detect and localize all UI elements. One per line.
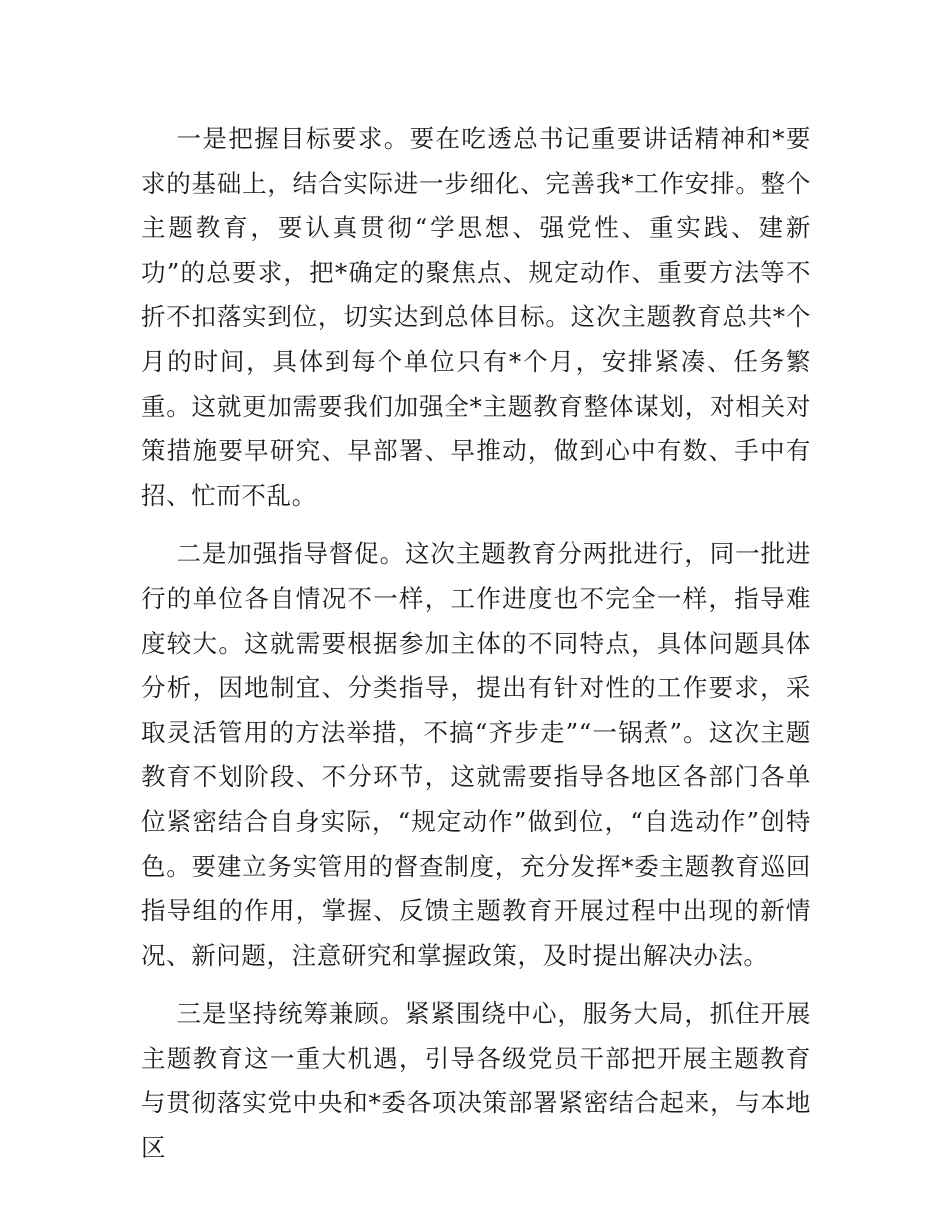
paragraph-2: 二是加强指导督促。这次主题教育分两批进行，同一批进行的单位各自情况不一样，工作进度也不完全一样，指导难度较大。这就需要根据参加主体的不同特点，具体问题具体分析，因地制宜、分类指导，提出有针对性的工作要求，采取灵活管用的方法举措，不搞“齐步走”“一锅煮”。这次主题教育不划阶段、不分环节，这就需要指导各地区各部门各单位紧密结合自身实际，“规定动作”做到位，“自选动作”创特色。要建立务实管用的督查制度，充分发挥*委主题教育巡回指导组的作用，掌握、反馈主题教育开展过程中出现的新情况、新问题，注意研究和掌握政策，及时提出解决办法。 bbox=[141, 539, 811, 970]
paragraph-3: 三是坚持统筹兼顾。紧紧围绕中心，服务大局，抓住开展主题教育这一重大机遇，引导各级党员干部把开展主题教育与贯彻落实党中央和*委各项决策部署紧密结合起来，与本地区 bbox=[141, 999, 811, 1163]
paragraph-1: 一是把握目标要求。要在吃透总书记重要讲话精神和*要求的基础上，结合实际进一步细化、完善我*工作安排。整个主题教育，要认真贯彻“学思想、强党性、重实践、建新功”的总要求，把*确定的聚焦点、规定动作、重要方法等不折不扣落实到位，切实达到总体目标。这次主题教育总共*个月的时间，具体到每个单位只有*个月，安排紧凑、任务繁重。这就更加需要我们加强全*主题教育整体谋划，对相关对策措施要早研究、早部署、早推动，做到心中有数、手中有招、忙而不乱。 bbox=[141, 124, 811, 510]
document-body bbox=[141, 117, 811, 1185]
